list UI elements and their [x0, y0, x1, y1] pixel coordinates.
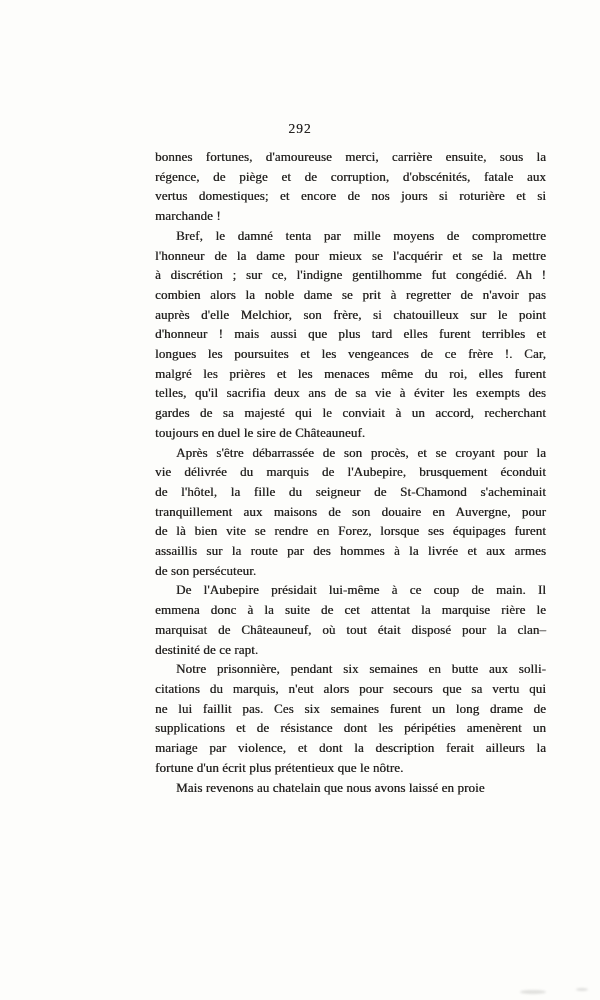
text-line: marchande ! — [155, 208, 221, 224]
text-line: vertus domestiques; et encore de nos jours si roturière et si — [155, 188, 546, 204]
text-line: gardes de sa majesté qui le conviait à un accord, recherchant — [155, 405, 546, 421]
paragraph — [155, 226, 546, 443]
paragraph — [155, 147, 546, 226]
text-line: malgré les prières et les menaces même du roi, elles furent — [155, 365, 546, 381]
text-line: combien alors la noble dame se prit à regretter de n'avoir pas — [155, 286, 546, 302]
text-line: marquisat de Châteauneuf, où tout était disposé pour la clan– — [155, 621, 546, 637]
text-line: tranquillement aux maisons de son douaire en Auvergne, pour — [155, 503, 546, 519]
text-line: toujours en duel le sire de Châteauneuf. — [155, 424, 366, 440]
text-line: Bref, le damné tenta par mille moyens de compromettre — [176, 227, 546, 243]
text-line: Après s'être débarrassée de son procès, et se croyant pour la — [176, 444, 546, 460]
scan-smudge — [520, 990, 546, 994]
paragraph — [155, 659, 546, 777]
text-line: destinité de ce rapt. — [155, 641, 259, 657]
page-number: 292 — [288, 121, 312, 136]
text-line: mariage par violence, et dont la description ferait ailleurs la — [155, 740, 546, 756]
text-line: fortune d'un écrit plus prétentieux que le nôtre. — [155, 759, 404, 775]
text-line: l'honneur de la dame pour mieux se l'acquérir et se la mettre — [155, 247, 546, 263]
text-line: emmena donc à la suite de cet attentat la marquise rière le — [155, 602, 546, 618]
text-line: régence, de piège et de corruption, d'obscénités, fatale aux — [155, 168, 546, 184]
paragraph — [155, 778, 546, 798]
text-line: citations du marquis, n'eut alors pour secours que sa vertu qui — [155, 680, 546, 696]
text-line: bonnes fortunes, d'amoureuse merci, carrière ensuite, sous la — [155, 149, 546, 164]
scan-smudge — [576, 988, 588, 991]
text-line: de là bien vite se rendre en Forez, lorsque ses équipages furent — [155, 523, 546, 539]
text-line: de l'hôtel, la fille du seigneur de St-Chamond s'acheminait — [155, 483, 546, 499]
text-line: telles, qu'il sacrifia deux ans de sa vie à éviter les exempts des — [155, 385, 546, 401]
text-line: à discrétion ; sur ce, l'indigne gentilhomme fut congédié. Ah ! — [155, 267, 546, 283]
text-line: d'honneur ! mais aussi que plus tard elles furent terribles et — [155, 326, 546, 342]
text-line: Mais revenons au chatelain que nous avons laissé en proie — [176, 779, 485, 795]
text-line: Notre prisonnière, pendant six semaines en butte aux solli- — [176, 661, 546, 677]
text-column — [155, 147, 546, 797]
paragraph — [155, 443, 546, 581]
text-line: ne lui faillit pas. Ces six semaines furent un long drame de — [155, 700, 546, 716]
text-line: de son persécuteur. — [155, 562, 257, 578]
text-line: vie délivrée du marquis de l'Aubepire, brusquement éconduit — [155, 464, 546, 480]
paragraph — [155, 580, 546, 659]
text-line: supplications et de résistance dont les péripéties amenèrent un — [155, 720, 546, 736]
text-line: assaillis sur la route par des hommes à la livrée et aux armes — [155, 543, 546, 559]
text-line: longues les poursuites et les vengeances de ce frère !. Car, — [155, 346, 546, 362]
text-line: auprès d'elle Melchior, son frère, si chatouilleux sur le point — [155, 306, 546, 322]
text-line: De l'Aubepire présidait lui-même à ce coup de main. Il — [176, 582, 546, 598]
